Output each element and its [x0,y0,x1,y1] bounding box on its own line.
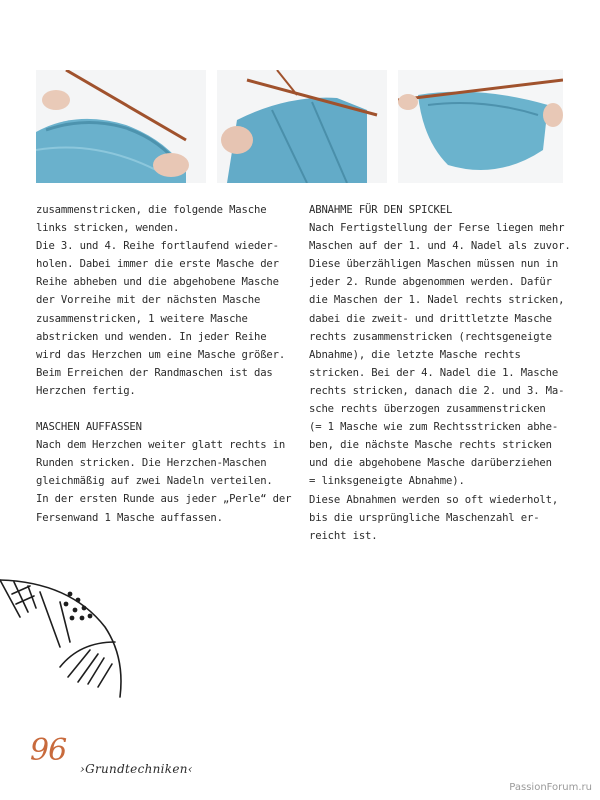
text-line: (= 1 Masche wie zum Rechtsstricken abhe- [309,421,559,434]
knitting-photo-3 [398,70,563,183]
text-line: dabei die zweit- und drittletzte Masche [309,312,552,325]
text-line: ben, die nächste Masche rechts stricken [309,439,552,452]
section-label: ›Grundtechniken‹ [80,762,193,776]
text-line: und die abgehobene Masche darüberziehen [309,457,552,470]
text-line: die Maschen der 1. Nadel rechts stricken, [309,294,565,307]
knitting-photo-1 [36,70,206,183]
decorative-ornament-icon [0,572,130,702]
right-text-column [309,201,571,545]
text-line: In der ersten Runde aus jeder „Perle“ der [36,493,292,506]
text-line: Diese überzähligen Maschen müssen nun in [309,258,559,271]
text-line: wird das Herzchen um eine Masche größer. [36,348,286,361]
text-line: Diese Abnahmen werden so oft wiederholt, [309,493,559,506]
text-line: Die 3. und 4. Reihe fortlaufend wieder- [36,240,279,253]
knitting-photo-3-image [398,70,563,183]
text-line: Maschen auf der 1. und 4. Nadel als zuvor. [309,240,571,253]
text-line: bis die ursprüngliche Maschenzahl er- [309,511,540,524]
text-line: abstricken und wenden. In jeder Reihe [36,330,267,343]
text-line: gleichmäßig auf zwei Nadeln verteilen. [36,475,273,488]
left-paragraph-1 [36,201,298,400]
text-line: = linksgeneigte Abnahme). [309,475,465,488]
text-line: der Vorreihe mit der nächsten Masche [36,294,261,307]
page-number: 96 [30,733,67,768]
text-line: reicht ist. [309,529,378,542]
text-line: Herzchen fertig. [36,384,136,397]
text-line: zusammenstricken, die folgende Masche [36,204,267,216]
text-line: Runden stricken. Die Herzchen-Maschen [36,457,267,470]
left-text-column [36,201,298,527]
right-paragraph [309,219,571,545]
text-line: Nach Fertigstellung der Ferse liegen mehr [309,222,565,235]
knitting-photo-2-image [217,70,387,183]
text-line: Abnahme), die letzte Masche rechts [309,348,521,361]
text-line: Fersenwand 1 Masche auffassen. [36,511,223,524]
text-line: jeder 2. Runde abgenommen werden. Dafür [309,276,552,289]
left-paragraph-2 [36,436,298,526]
section-heading-maschen-auffassen: MASCHEN AUFFASSEN [36,421,142,434]
text-line: holen. Dabei immer die erste Masche der [36,258,279,271]
watermark: PassionForum.ru [509,782,592,793]
knitting-photo-2 [217,70,387,183]
text-line: sche rechts überzogen zusammenstricken [309,403,546,416]
text-line: rechts stricken, danach die 2. und 3. Ma- [309,384,565,397]
text-line: Reihe abheben und die abgehobene Masche [36,276,279,289]
text-line: rechts zusammenstricken (rechtsgeneigte [309,330,552,343]
text-line: links stricken, wenden. [36,222,180,235]
text-line: Beim Erreichen der Randmaschen ist das [36,366,273,379]
paragraph-gap [36,400,298,418]
text-line: zusammenstricken, 1 weitere Masche [36,312,248,325]
text-line: stricken. Bei der 4. Nadel die 1. Masche [309,366,559,379]
section-heading-abnahme-spickel: ABNAHME FÜR DEN SPICKEL [309,204,453,216]
text-line: Nach dem Herzchen weiter glatt rechts in [36,439,286,452]
knitting-photo-1-image [36,70,206,183]
